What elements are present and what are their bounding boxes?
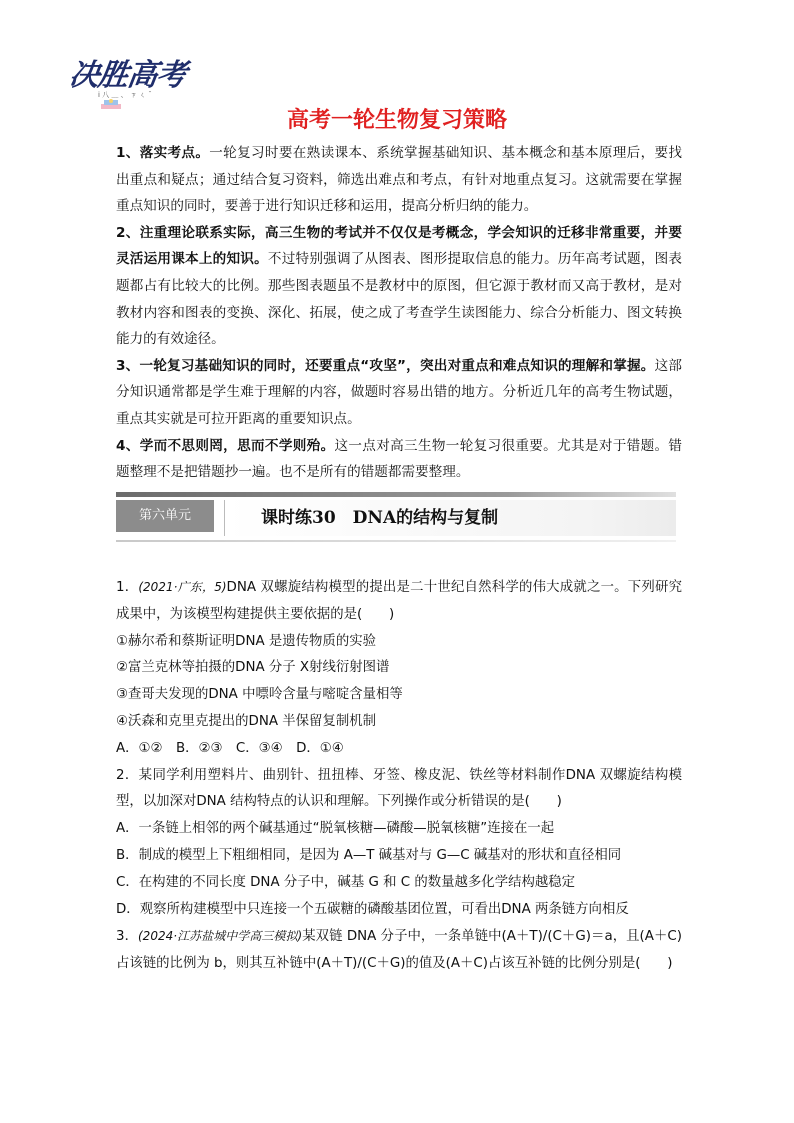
question-3-text: 某双链 DNA 分子中，一条单链中(A＋T)/(C＋G)＝a，且(A＋C)占该链的比例为 b，则其互补链中(A＋T)/(C＋G)的值及(A＋C)占该互补链的比例分别是( ) xyxy=(116,929,682,972)
question-2-option-c: C．在构建的不同长度 DNA 分子中，碱基 G 和 C 的数量越多化学结构越稳定 xyxy=(116,874,576,890)
strategy-2-heading: 2、注重理论联系实际，高三生物的考试并不仅仅是考概念，学会知识的迁移非常重要，并要灵活运用课本上的知识。 xyxy=(116,224,682,268)
question-2-option-b: B．制成的模型上下粗细相同，是因为 A—T 碱基对与 G—C 碱基对的形状和直径相同 xyxy=(116,847,622,863)
banner-top-rule xyxy=(116,492,676,497)
questions-section xyxy=(116,574,682,978)
question-2-option-a: A．一条链上相邻的两个碱基通过“脱氧核糖—磷酸—脱氧核糖”连接在一起 xyxy=(116,821,555,837)
strategy-2-text: 不过特别强调了从图表、图形提取信息的能力。历年高考试题，图表题都占有比较大的比例。那些图表题虽不是教材中的原图，但它源于教材而又高于教材，是对教材内容和图表的变换、深化、拓展，使之成了考查学生读图能力、综合分析能力、图文转换能力的有效途径。 xyxy=(116,251,683,348)
question-1-text: DNA 双螺旋结构模型的提出是二十世纪自然科学的伟大成就之一。下列研究成果中，为该模型构建提供主要依据的是( ) xyxy=(116,580,682,622)
question-2-option-d: D．观察所构建模型中只连接一个五碳糖的磷酸基团位置，可看出DNA 两条链方向相反 xyxy=(116,901,629,917)
strategy-paragraph-4 xyxy=(116,433,682,486)
strategy-paragraph-3 xyxy=(116,353,682,433)
question-1-item: ③查哥夫发现的DNA 中嘌呤含量与嘧啶含量相等 xyxy=(116,687,403,703)
strategy-paragraph-1 xyxy=(116,140,682,220)
question-1-item: ④沃森和克里克提出的DNA 半保留复制机制 xyxy=(116,713,376,729)
strategy-3-text: 这部分知识通常都是学生难于理解的内容，做题时容易出错的地方。分析近几年的高考生物试题，重点其实就是可拉开距离的重要知识点。 xyxy=(116,357,683,427)
strategy-paragraph-2 xyxy=(116,220,682,353)
question-1-options: A．①② B．②③ C．③④ D．①④ xyxy=(116,740,344,756)
question-1-item: ①赫尔希和蔡斯证明DNA 是遗传物质的实验 xyxy=(116,633,376,649)
lesson-title: 课时练30 DNA的结构与复制 xyxy=(224,500,676,536)
strategy-4-heading: 4、学而不思则罔，思而不学则殆。 xyxy=(116,437,335,454)
question-1-stem xyxy=(116,574,682,629)
strategy-4-text: 这一点对高三生物一轮复习很重要。尤其是对于错题。错题整理不是把错题抄一遍。也不是所有的错题都需要整理。 xyxy=(116,437,682,481)
question-1-source: (2021·广东，5) xyxy=(138,580,227,594)
question-3-source: (2024·江苏盐城中学高三模拟) xyxy=(138,929,303,944)
strategy-section xyxy=(116,140,682,486)
question-3-stem xyxy=(116,923,682,978)
strategy-1-text: 一轮复习时要在熟读课本、系统掌握基础知识、基本概念和基本原理后，要找出重点和疑点；通过结合复习资料，筛选出难点和考点，有针对地重点复习。这就需要在掌握重点知识的同时，要善于进行知识迁移和运用，提高分析归纳的能力。 xyxy=(116,145,682,215)
banner-bottom-rule xyxy=(116,540,676,542)
question-3-number: 3． xyxy=(116,929,138,945)
strategy-3-heading: 3、一轮复习基础知识的同时，还要重点“攻坚”，突出对重点和难点知识的理解和掌握。 xyxy=(116,357,655,374)
logo-subtext: ⅰ 八 ﹏ 、 ㄗ ㄑ ˉ xyxy=(98,91,152,99)
lesson-banner xyxy=(116,492,676,548)
question-1-number: 1． xyxy=(116,580,139,595)
unit-label: 第六单元 xyxy=(116,500,214,532)
page-title: 高考一轮生物复习策略 xyxy=(286,108,507,133)
strategy-1-heading: 1、落实考点。 xyxy=(116,145,210,161)
logo-text: 决胜高考 xyxy=(67,58,188,93)
question-2-stem: 2．某同学利用塑料片、曲别针、扭扭棒、牙签、橡皮泥、铁丝等材料制作DNA 双螺旋结构模型，以加深对DNA 结构特点的认识和理解。下列操作或分析错误的是( ) xyxy=(116,767,682,810)
question-1-item: ②富兰克林等拍摄的DNA 分子 X射线衍射图谱 xyxy=(116,660,390,676)
